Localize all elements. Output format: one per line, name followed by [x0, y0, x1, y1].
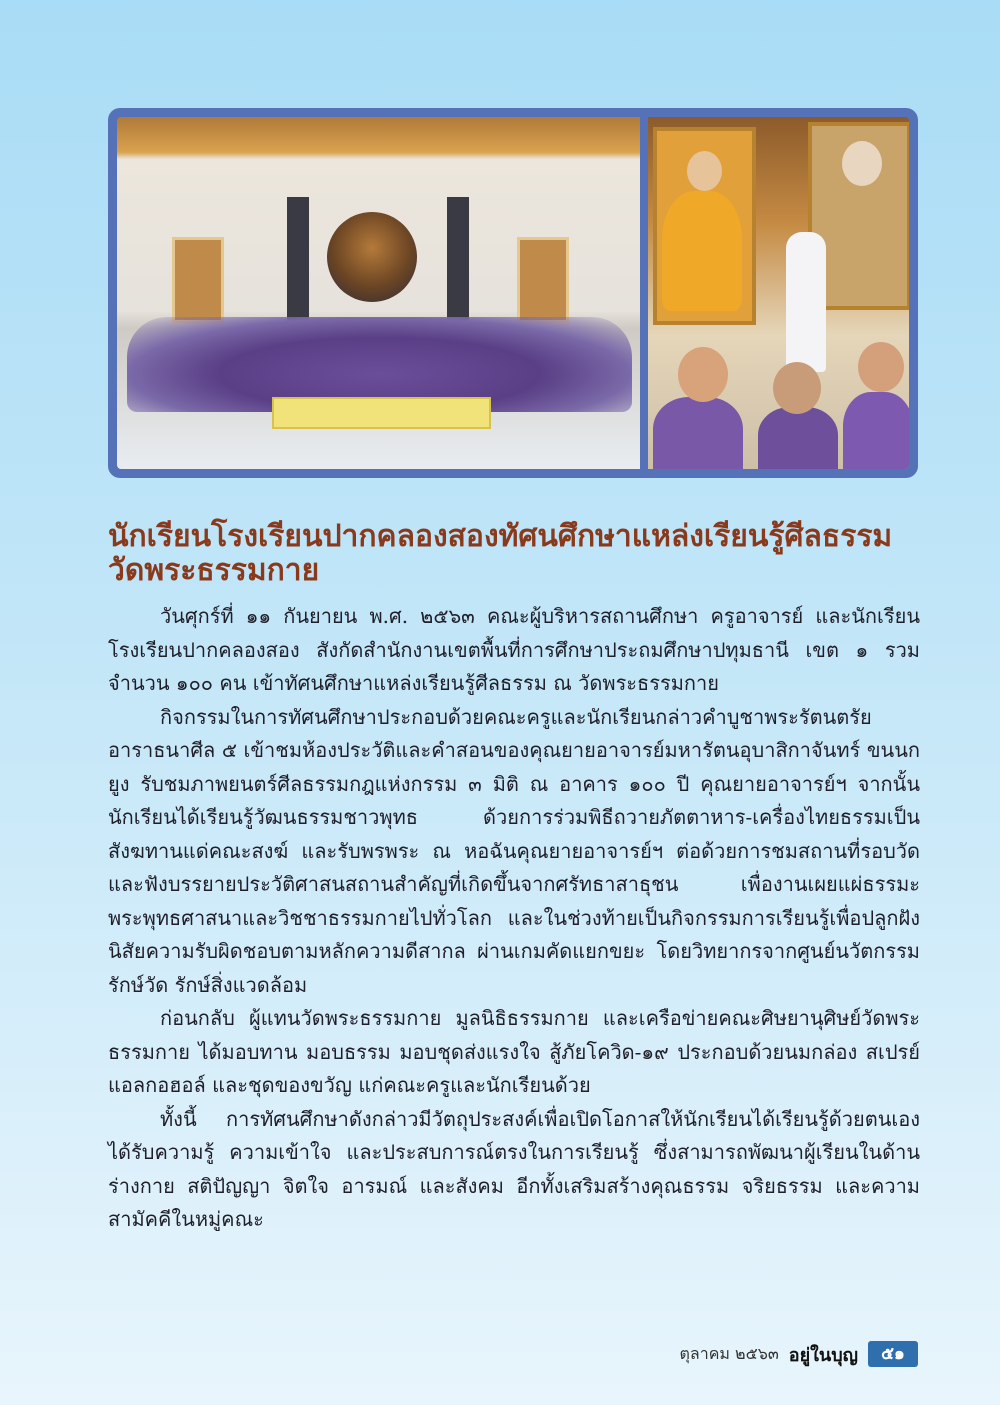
article-paragraph: วันศุกร์ที่ ๑๑ กันยายน พ.ศ. ๒๕๖๓ คณะผู้บริหารสถานศึกษา ครูอาจารย์ และนักเรียนโรงเรียนปากคลองสอง สังกัดสำนักงานเขตพื้นที่การศึกษาประถมศึกษาปทุมธานี เขต ๑ รวมจำนวน ๑๐๐ คน เข้าทัศนศึกษาแหล่งเรียนรู้ศีลธรรม ณ วัดพระธรรมกาย [108, 604, 920, 695]
page-number: ๕๑ [868, 1341, 918, 1367]
hall-arch [327, 212, 417, 302]
photo-collage [117, 117, 909, 469]
hall-door [517, 237, 569, 323]
group-banner [272, 397, 491, 429]
monk-portrait [653, 127, 756, 325]
museum-photo [648, 117, 909, 469]
article-title: นักเรียนโรงเรียนปากคลองสองทัศนศึกษาแหล่งเรียนรู้ศีลธรรม วัดพระธรรมกาย [108, 519, 893, 588]
photo-frame [108, 108, 918, 478]
issue-date: ตุลาคม ๒๕๖๓ [679, 1343, 779, 1363]
article-paragraph: กิจกรรมในการทัศนศึกษาประกอบด้วยคณะครูและนักเรียนกล่าวคำบูชาพระรัตนตรัย อาราธนาศีล ๕ เข้าชมห้องประวัติและคำสอนของคุณยายอาจารย์มหารัตนอุบาสิกาจันทร์ ขนนกยูง รับชมภาพยนตร์ศีลธรรมกฎแห่งกรรม ๓ มิติ ณ อาคาร ๑๐๐ ปี คุณยายอาจารย์ฯ จากนั้นนักเรียนได้เรียนรู้วัฒนธรรมชาวพุทธ ด้วยการร่วมพิธีถวายภัตตาหาร-เครื่องไทยธรรมเป็นสังฆทานแด่คณะสงฆ์ และรับพรพระ ณ หอฉันคุณยายอาจารย์ฯ ต่อด้วยการชมสถานที่รอบวัด และฟังบรรยายประวัติศาสนสถานสำคัญที่เกิดขึ้นจากศรัทธาสาธุชน เพื่องานเผยแผ่ธรรมะ พระพุทธศาสนาและวิชชาธรรมกายไปทั่วโลก และในช่วงท้ายเป็นกิจกรรมการเรียนรู้เพื่อปลูกฝังนิสัยความรับผิดชอบตามหลักความดีสากล ผ่านเกมคัดแยกขยะ โดยวิทยากรจากศูนย์นวัตกรรมรักษ์วัด รักษ์สิ่งแวดล้อม [108, 704, 920, 997]
article-paragraph: ก่อนกลับ ผู้แทนวัดพระธรรมกาย มูลนิธิธรรมกาย และเครือข่ายคณะศิษยานุศิษย์วัดพระธรรมกาย ได้มอบทาน มอบธรรม มอบชุดส่งแรงใจ สู้ภัยโควิด-๑๙ ประกอบด้วยนมกล่อง สเปรย์แอลกอฮอล์ และชุดของขวัญ แก่คณะครูและนักเรียนด้วย [108, 1006, 920, 1097]
group-photo [117, 117, 640, 469]
article-paragraph: ทั้งนี้ การทัศนศึกษาดังกล่าวมีวัตถุประสงค์เพื่อเปิดโอกาสให้นักเรียนได้เรียนรู้ด้วยตนเอง ได้รับความรู้ ความเข้าใจ และประสบการณ์ตรงในการเรียนรู้ ซึ่งสามารถพัฒนาผู้เรียนในด้านร่างกาย สติปัญญา จิตใจ อารมณ์ และสังคม อีกทั้งเสริมสร้างคุณธรรม จริยธรรม และความสามัคคีในหมู่คณะ [108, 1106, 920, 1231]
magazine-name: อยู่ในบุญ [788, 1344, 858, 1366]
speaker-figure [786, 232, 826, 372]
article-body [108, 600, 920, 1237]
page-footer [600, 1340, 918, 1368]
student-figure [653, 397, 743, 469]
hall-door [172, 237, 224, 323]
